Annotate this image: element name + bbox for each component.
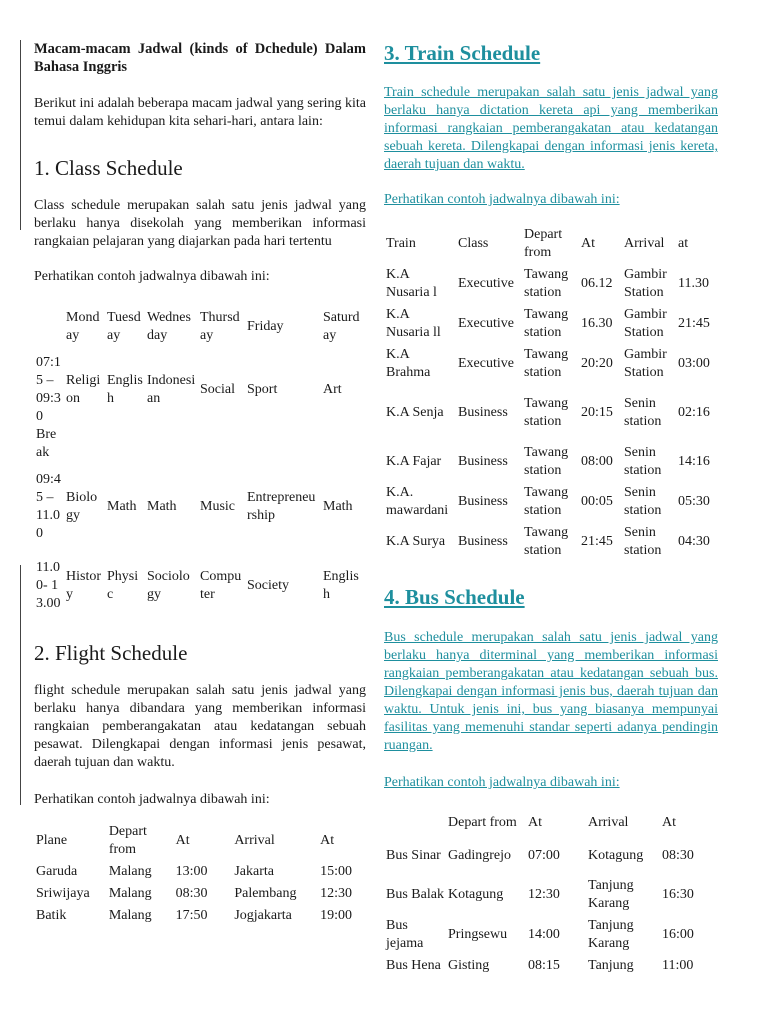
train-cell: 08:00 [581, 454, 613, 469]
bus-table-row [384, 915, 718, 955]
train-cell: K.A Fajar [386, 454, 442, 469]
margin-line-bottom [20, 565, 21, 805]
bus-header-cell: Arrival [588, 815, 629, 830]
train-cell: Tawang station [524, 347, 569, 380]
train-header-row [384, 224, 718, 264]
class-header-cell: Tuesday [107, 310, 141, 343]
right-column [384, 40, 718, 977]
train-cell: Gambir Station [624, 347, 667, 380]
train-table-row [384, 522, 718, 562]
bus-cell: 07:00 [528, 848, 560, 863]
class-cell: 07:15 – 09:30 [36, 355, 61, 424]
flight-table-row [34, 905, 354, 927]
train-table-row [384, 304, 718, 344]
class-cell: Music [200, 499, 235, 514]
train-cell: Senin station [624, 525, 662, 558]
train-cell: Senin station [624, 485, 662, 518]
train-cell: Business [458, 405, 508, 420]
bus-cell: Kotagung [588, 848, 644, 863]
bus-table [384, 809, 718, 977]
class-table-row [34, 462, 366, 552]
flight-header-cell: At [175, 833, 190, 848]
train-cell: Tawang station [524, 307, 569, 340]
flight-cell: Malang [108, 886, 152, 901]
train-cell: Senin station [624, 445, 662, 478]
class-note: Perhatikan contoh jadwalnya dibawah ini: [34, 269, 270, 284]
bus-body: Bus schedule merupakan salah satu jenis jadwal yang berlaku hanya diterminal yang memberikan informasi rangkaian pemberangakatan atau kedatangan sebuah bus. Dilengkapai dengan informasi jenis bus, daerah tujuan dan waktu. Untuk jenis ini, bus yang biasanya mempunyai fasilitas yang memenuhi standar seperti adanya pendingin ruangan. [384, 630, 718, 753]
class-cell: English [107, 373, 143, 406]
class-cell: English [323, 569, 359, 602]
train-header-cell: at [678, 236, 689, 251]
bus-cell: Bus Sinar [386, 848, 441, 863]
class-table-row [34, 426, 366, 462]
train-table-row [384, 442, 718, 482]
train-header-cell: At [581, 236, 595, 251]
class-cell: 11.00- 13.00 [36, 560, 61, 611]
class-header-row [34, 300, 366, 354]
train-table [384, 224, 718, 562]
train-cell: 06.12 [581, 276, 613, 291]
flight-cell: 17:50 [175, 908, 208, 923]
bus-cell: Bus Hena [386, 958, 441, 973]
train-cell: 02:16 [678, 405, 710, 420]
train-table-row [384, 264, 718, 304]
class-cell [64, 426, 105, 462]
class-header-cell: Thursday [200, 310, 240, 343]
train-cell: K.A Senja [386, 405, 444, 420]
train-cell: K.A Nusaria ll [386, 307, 441, 340]
train-cell: 00:05 [581, 494, 613, 509]
bus-cell: 11:00 [662, 958, 694, 973]
bus-cell: Bus jejama [386, 918, 424, 951]
flight-cell: 15:00 [320, 864, 352, 879]
class-cell: 09:45 – 11.00 [36, 472, 61, 541]
train-cell: Executive [458, 276, 514, 291]
class-cell: Computer [200, 569, 242, 602]
class-cell [145, 426, 198, 462]
flight-header-cell: Plane [36, 833, 68, 848]
bus-header-cell [384, 809, 446, 837]
train-table-row [384, 384, 718, 442]
bus-cell: Pringsewu [448, 927, 508, 942]
train-cell: Business [458, 494, 508, 509]
class-cell: Math [323, 499, 353, 514]
class-cell: Art [323, 382, 342, 397]
train-heading: 3. Train Schedule [384, 41, 541, 65]
flight-body: flight schedule merupakan salah satu jenis jadwal yang berlaku hanya dibandara yang memberikan informasi rangkaian pemberangakatan atau kedatangan sebuah pesawat. Dilengkapai dengan informasi jenis pesawat, daerah tujuan dan waktu. [34, 683, 366, 770]
train-cell: Business [458, 454, 508, 469]
bus-cell: Bus Balak [386, 887, 444, 902]
flight-cell: 12:30 [320, 886, 352, 901]
train-cell: Gambir Station [624, 267, 667, 300]
bus-heading: 4. Bus Schedule [384, 585, 525, 609]
train-cell: K.A Surya [386, 534, 446, 549]
class-cell: Indonesian [147, 373, 196, 406]
class-heading: 1. Class Schedule [34, 156, 183, 180]
train-cell: 04:30 [678, 534, 710, 549]
train-cell: Executive [458, 356, 514, 371]
flight-cell: Jogjakarta [234, 908, 292, 923]
train-header-cell: Train [386, 236, 416, 251]
train-cell: Tawang station [524, 445, 569, 478]
class-cell: Entrepreneurship [247, 490, 316, 523]
flight-cell: Palembang [234, 886, 297, 901]
class-cell: Sport [247, 382, 278, 397]
flight-header-row [34, 821, 354, 861]
class-header-cell: Saturday [323, 310, 360, 343]
flight-table-row [34, 861, 354, 883]
flight-cell: Malang [108, 908, 152, 923]
class-cell [321, 426, 366, 462]
class-cell: Social [200, 382, 235, 397]
class-cell: Society [247, 578, 289, 593]
flight-header-cell: Depart from [108, 824, 147, 857]
flight-cell: 19:00 [320, 908, 352, 923]
class-cell: Sociology [147, 569, 190, 602]
train-table-row [384, 344, 718, 384]
train-cell: Tawang station [524, 267, 569, 300]
train-header-cell: Class [458, 236, 489, 251]
train-body: Train schedule merupakan salah satu jenis jadwal yang berlaku hanya dictation kereta api yang memberikan informasi rangkaian pemberangakatan atau kedatangan sebuah kereta. Dilengkapai dengan informasi jenis kereta, daerah tujuan dan waktu. [384, 85, 718, 172]
bus-cell: 08:30 [662, 848, 694, 863]
train-cell: K.A Nusaria l [386, 267, 437, 300]
train-cell: Executive [458, 316, 514, 331]
class-body: Class schedule merupakan salah satu jenis jadwal yang berlaku hanya disekolah yang memberikan informasi rangkaian pelajaran yang diajarkan pada hari tertentu [34, 198, 366, 249]
bus-cell: Gadingrejo [448, 848, 511, 863]
train-cell: 11.30 [678, 276, 709, 291]
flight-cell: Jakarta [234, 864, 274, 879]
class-cell [105, 426, 145, 462]
bus-cell: 12:30 [528, 887, 560, 902]
class-header-cell [34, 300, 64, 354]
train-table-row [384, 482, 718, 522]
bus-cell: 14:00 [528, 927, 560, 942]
train-cell: Tawang station [524, 525, 569, 558]
train-cell: 05:30 [678, 494, 710, 509]
bus-note: Perhatikan contoh jadwalnya dibawah ini: [384, 775, 620, 790]
class-header-cell: Friday [247, 319, 284, 334]
bus-header-cell: At [662, 815, 676, 830]
train-cell: 21:45 [581, 534, 613, 549]
train-header-cell: Depart from [524, 227, 563, 260]
bus-cell: 16:00 [662, 927, 694, 942]
flight-cell: Sriwijaya [36, 886, 90, 901]
intro-body: Berikut ini adalah beberapa macam jadwal yang sering kita temui dalam kehidupan kita sehari-hari, antara lain: [34, 96, 366, 129]
class-cell: Math [107, 499, 137, 514]
intro-title: Macam-macam Jadwal (kinds of Dchedule) Dalam Bahasa Inggris [34, 41, 366, 75]
bus-table-row [384, 955, 718, 977]
class-header-cell: Wednesday [147, 310, 191, 343]
train-cell: K.A. mawardani [386, 485, 449, 518]
train-cell: Business [458, 534, 508, 549]
bus-cell: Tanjung Karang [588, 878, 634, 911]
train-cell: 20:20 [581, 356, 613, 371]
class-cell: Break [36, 427, 57, 460]
flight-heading: 2. Flight Schedule [34, 641, 188, 665]
class-cell: History [66, 569, 101, 602]
class-cell [198, 426, 245, 462]
bus-cell: Tanjung [588, 958, 634, 973]
flight-cell: 08:30 [175, 886, 208, 901]
margin-line-top [20, 40, 21, 230]
train-cell: 14:16 [678, 454, 710, 469]
train-cell: Gambir Station [624, 307, 667, 340]
bus-cell: Gisting [448, 958, 490, 973]
flight-cell: Batik [36, 908, 67, 923]
train-cell: 16.30 [581, 316, 613, 331]
train-cell: Senin station [624, 396, 662, 429]
flight-cell: 13:00 [175, 864, 208, 879]
class-cell [245, 426, 321, 462]
class-table [34, 300, 366, 620]
bus-cell: Kotagung [448, 887, 504, 902]
flight-table-row [34, 883, 354, 905]
flight-cell: Garuda [36, 864, 78, 879]
left-column [34, 40, 366, 927]
flight-header-cell: At [320, 833, 335, 848]
flight-header-cell: Arrival [234, 833, 275, 848]
bus-header-cell: Depart from [448, 815, 517, 830]
class-cell: Physic [107, 569, 139, 602]
train-cell: Tawang station [524, 396, 569, 429]
flight-note: Perhatikan contoh jadwalnya dibawah ini: [34, 792, 270, 807]
class-cell: Math [147, 499, 177, 514]
class-table-row [34, 354, 366, 426]
bus-table-row [384, 837, 718, 875]
train-note: Perhatikan contoh jadwalnya dibawah ini: [384, 192, 620, 207]
train-cell: 21:45 [678, 316, 710, 331]
class-cell: Religion [66, 373, 101, 406]
train-cell: 20:15 [581, 405, 613, 420]
bus-header-row [384, 809, 718, 837]
train-cell: K.A Brahma [386, 347, 431, 380]
train-cell: Tawang station [524, 485, 569, 518]
class-cell: Biology [66, 490, 98, 523]
bus-cell: 08:15 [528, 958, 560, 973]
class-header-cell: Monday [66, 310, 100, 343]
class-table-row [34, 552, 366, 620]
flight-cell: Malang [108, 864, 152, 879]
bus-table-row [384, 875, 718, 915]
bus-cell: 16:30 [662, 887, 694, 902]
bus-header-cell: At [528, 815, 542, 830]
train-cell: 03:00 [678, 356, 710, 371]
train-header-cell: Arrival [624, 236, 665, 251]
flight-table [34, 821, 354, 927]
bus-cell: Tanjung Karang [588, 918, 634, 951]
